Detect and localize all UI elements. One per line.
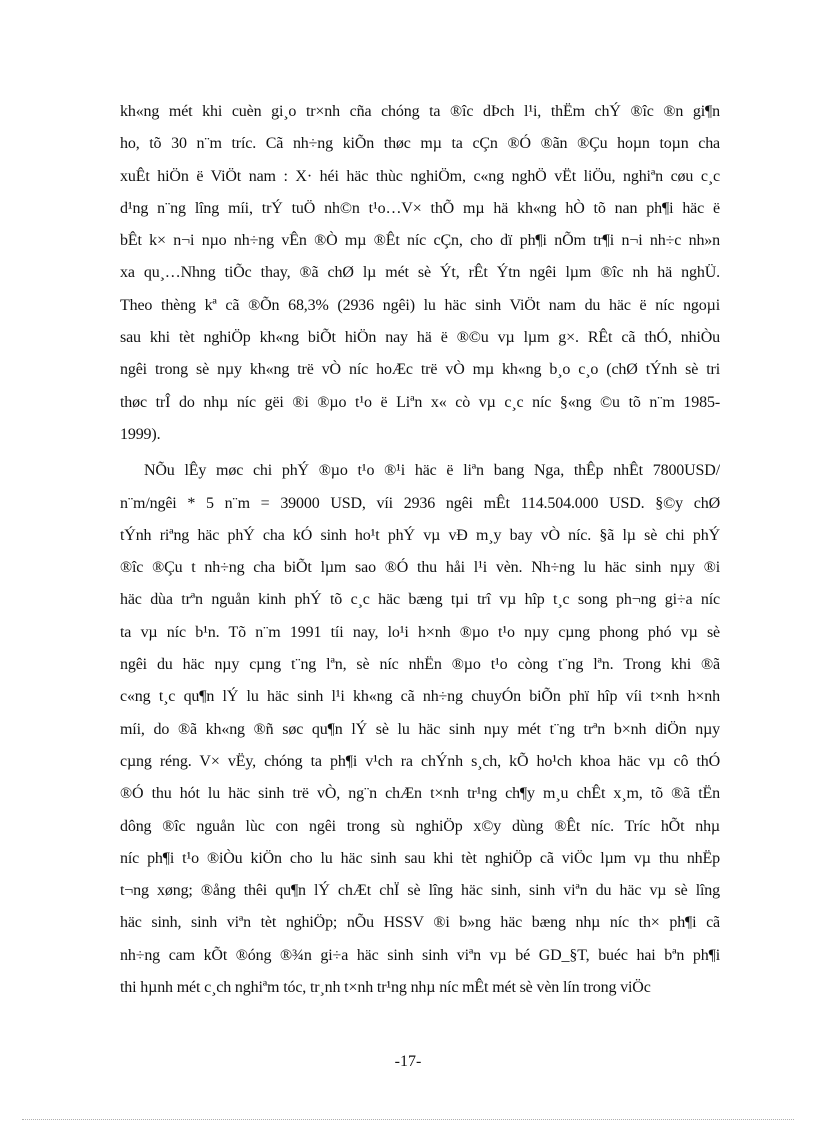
text-line: xuÊt hiÖn ë ViÖt nam : X· héi häc thùc nghiÖm, c«ng nghÖ vËt liÖu, nghiªn cøu c¸c bbox=[120, 167, 720, 185]
text-line: kh«ng mét khi cuèn gi¸o tr×nh cña chóng ta ®îc dÞch l¹i, thËm chÝ ®îc ®n gi¶n bbox=[120, 103, 720, 120]
text-line: n¨m/ngêi * 5 n¨m = 39000 USD, víi 2936 ngêi mÊt 114.504.000 USD. §©y chØ bbox=[120, 494, 720, 512]
text-line: ho, tõ 30 n¨m tríc. Cã nh÷ng kiÕn thøc mµ ta cÇn ®Ó ®ãn ®Çu hoµn toµn cha bbox=[120, 135, 720, 153]
page-bottom-divider bbox=[22, 1119, 794, 1120]
body-text bbox=[120, 96, 720, 1004]
text-line: Theo thèng kª cã ®Õn 68,3% (2936 ngêi) lu häc sinh ViÖt nam du häc ë níc ngoµi bbox=[120, 296, 720, 314]
text-line: ngêi du häc nµy cµng t¨ng lªn, sè níc nhËn ®µo t¹o còng t¨ng lªn. Trong khi ®ã bbox=[120, 656, 720, 674]
text-line: cµng réng. V× vËy, chóng ta ph¶i v¹ch ra chÝnh s¸ch, kÕ ho¹ch khoa häc vµ cô thÓ bbox=[120, 752, 720, 770]
text-line: ®îc ®Çu t nh÷ng cha biÕt lµm sao ®Ó thu håi l¹i vèn. Nh÷ng lu häc sinh nµy ®i bbox=[120, 559, 720, 577]
text-line: dông ®îc nguån lùc con ngêi trong sù nghiÖp x©y dùng ®Êt níc. Tríc hÕt nhµ bbox=[120, 817, 720, 835]
text-line: níc ph¶i t¹o ®iÒu kiÖn cho lu häc sinh sau khi tèt nghiÖp cã viÖc lµm vµ thu nhËp bbox=[120, 849, 720, 867]
text-line: thi hµnh mét c¸ch nghiªm tóc, tr¸nh t×nh tr¹ng nhµ níc mÊt mét sè vèn lín trong viÖc bbox=[120, 979, 651, 997]
text-line: 1999). bbox=[120, 425, 161, 443]
text-line: ngêi trong sè nµy kh«ng trë vÒ níc hoÆc trë vÒ mµ kh«ng b¸o c¸o (chØ tÝnh sè tri bbox=[120, 361, 720, 379]
text-line: sau khi tèt nghiÖp kh«ng biÕt hiÖn nay hä ë ®©u vµ lµm g×. RÊt cã thÓ, nhiÒu bbox=[120, 329, 720, 347]
text-line: häc sinh, sinh viªn tèt nghiÖp; nÕu HSSV ®i b»ng häc bæng nhµ níc th× ph¶i cã bbox=[120, 914, 720, 932]
text-line: bÊt k× n¬i nµo nh÷ng vÊn ®Ò mµ ®Êt níc cÇn, cho dï ph¶i nÕm tr¶i n¬i nh÷c nh»n bbox=[120, 232, 720, 250]
text-line: c«ng t¸c qu¶n lÝ lu häc sinh l¹i kh«ng cã nh÷ng chuyÓn biÕn phï hîp víi t×nh h×nh bbox=[120, 688, 720, 706]
text-line: tÝnh riªng häc phÝ cha kÓ sinh ho¹t phÝ vµ vÐ m¸y bay vÒ níc. §ã lµ sè chi phÝ bbox=[120, 526, 720, 544]
text-line: thøc trÎ do nhµ níc gëi ®i ®µo t¹o ë Liªn x« cò vµ c¸c níc §«ng ©u tõ n¨m 1985- bbox=[120, 393, 720, 411]
text-line: xa qu¸…Nhng tiÕc thay, ®ã chØ lµ mét sè Ýt, rÊt Ýtn ngêi lµm ®îc nh hä nghÜ. bbox=[120, 264, 720, 282]
page-number: -17- bbox=[394, 1053, 422, 1070]
text-line: ta vµ níc b¹n. Tõ n¨m 1991 tíi nay, lo¹i h×nh ®µo t¹o nµy cµng phong phó vµ sè bbox=[120, 623, 720, 641]
text-line: häc dùa trªn nguån kinh phÝ tõ c¸c häc bæng tµi trî vµ hîp t¸c song ph¬ng gi÷a níc bbox=[120, 591, 720, 609]
paragraph bbox=[120, 96, 720, 451]
text-line: nh÷ng cam kÕt ®óng ®¾n gi÷a häc sinh sinh viªn vµ bé GD_§T, buéc hai bªn ph¶i bbox=[120, 946, 720, 964]
text-line: d¹ng n¨ng lîng míi, trÝ tuÖ nh©n t¹o…V× thÕ mµ hä kh«ng hÒ tõ nan ph¶i häc ë bbox=[120, 199, 720, 217]
text-line: míi, do ®ã kh«ng ®ñ søc qu¶n lÝ sè lu häc sinh nµy mét t¨ng trªn b×nh diÖn nµy bbox=[120, 720, 720, 738]
paragraph bbox=[120, 455, 720, 1004]
text-line: ®Ó thu hót lu häc sinh trë vÒ, ng¨n chÆn t×nh tr¹ng ch¶y m¸u chÊt x¸m, tõ ®ã tËn bbox=[120, 785, 720, 803]
text-line: NÕu lÊy møc chi phÝ ®µo t¹o ®¹i häc ë liªn bang Nga, thÊp nhÊt 7800USD/ bbox=[144, 462, 720, 480]
text-line: t¬ng xøng; ®ång thêi qu¶n lÝ chÆt chÏ sè lîng häc sinh, sinh viªn du häc vµ sè lîng bbox=[120, 882, 720, 900]
